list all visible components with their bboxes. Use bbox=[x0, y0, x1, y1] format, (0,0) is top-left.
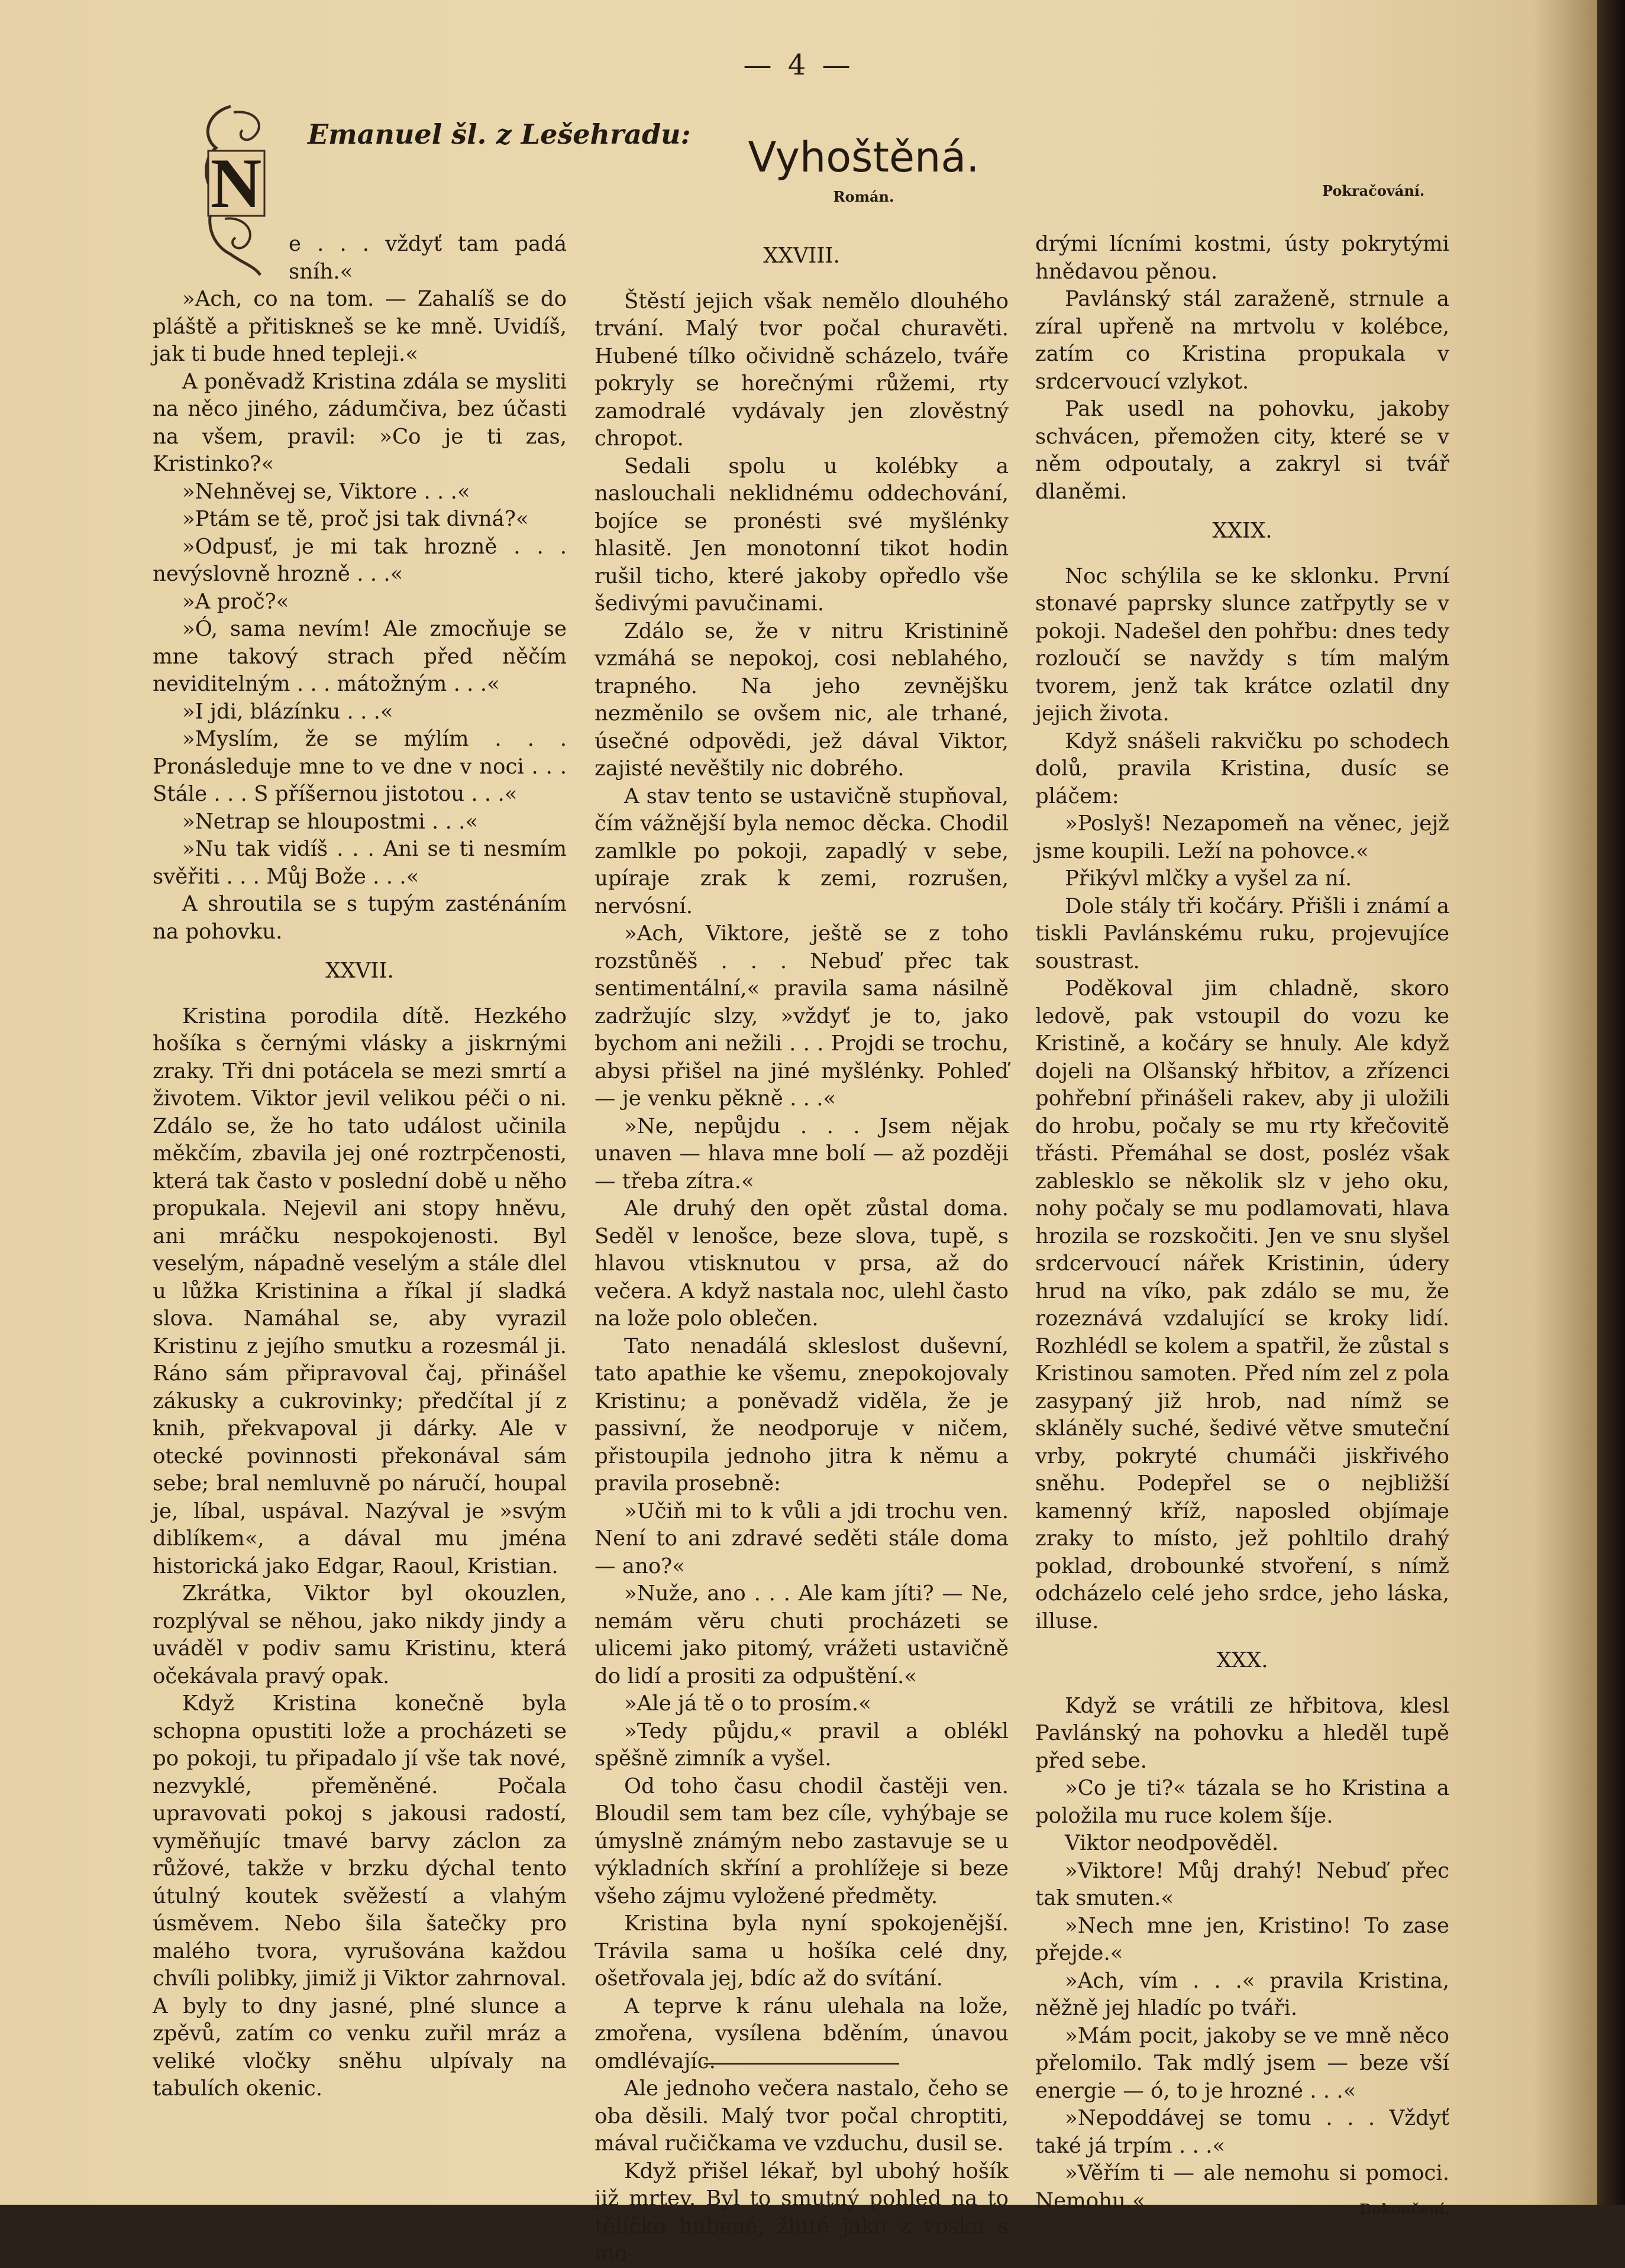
paragraph: »Ó, sama nevím! Ale zmocňuje se mne takový strach před něčím neviditelným . . . mátožným . . .« bbox=[153, 617, 567, 696]
author-byline: Emanuel šl. z Lešehradu: bbox=[308, 118, 691, 150]
paragraph: »Nu tak vidíš . . . Ani se ti nesmím svěřiti . . . Můj Bože . . .« bbox=[153, 837, 567, 889]
paragraph: »Učiň mi to k vůli a jdi trochu ven. Není to ani zdravé seděti stále doma — ano?« bbox=[595, 1499, 1009, 1578]
text-column-3 bbox=[1035, 231, 1449, 2224]
paragraph: Když Kristina konečně byla schopna opustiti lože a procházeti se po pokoji, tu připadalo jí vše tak nové, nezvyklé, přeměněné. Počala upravovati pokoj s jakousi radostí, vyměňujíc tmavé barvy záclon za růžové, takže v brzku dýchal tento útulný koutek svěžestí a vlahým úsměvem. Nebo šila šatečky pro malého tvora, vyrušována každou chvíli polibky, jimiž ji Viktor zahrnoval. A byly to dny jasné, plné slunce a zpěvů, zatím co venku zuřil mráz a veliké vločky sněhu ulpívaly na tabulích okenic. bbox=[153, 1691, 567, 2101]
paragraph: »Nepoddávej se tomu . . . Vždyť také já trpím . . .« bbox=[1035, 2106, 1449, 2158]
paragraph: A shroutila se s tupým zasténáním na pohovku. bbox=[153, 892, 567, 944]
paragraph: Když přišel lékař, byl ubohý hošík již mrtev. Byl to smutný pohled na to tělíčko hubené, žluté jako z vosku s mo- bbox=[595, 2159, 1009, 2266]
paragraph: Dole stály tři kočáry. Přišli i známí a tiskli Pavlánskému ruku, projevujíce soustrast. bbox=[1035, 894, 1449, 973]
paragraph: drými lícními kostmi, ústy pokrytými hnědavou pěnou. bbox=[1035, 232, 1449, 284]
paragraph: e . . . vždyť tam padá sníh.« bbox=[289, 232, 567, 284]
section-heading: XXX. bbox=[1216, 1648, 1268, 1672]
paragraph: Sedali spolu u kolébky a naslouchali neklidnému oddechování, bojíce se pronésti své myšlénky hlasitě. Jen monotonní tikot hodin rušil ticho, které jakoby opředlo vše šedivými pavučinami. bbox=[595, 454, 1009, 616]
text-column-2 bbox=[595, 231, 1009, 2268]
paragraph: »Odpusť, je mi tak hrozně . . . nevýslovně hrozně . . .« bbox=[153, 534, 567, 586]
paragraph: Kristina porodila dítě. Hezkého hošíka s černými vlásky a jiskrnými zraky. Tři dni potácela se mezi smrtí a životem. Viktor jevil velikou péči o ni. Zdálo se, že ho tato událost učinila měkčím, zbavila jej oné roztrpčenosti, která tak často v poslední době u něho propukala. Nejevil ani stopy hněvu, ani mráčku nespokojenosti. Byl veselým, nápadně veselým a stále dlel u lůžka Kristinina a říkal jí sladká slova. Namáhal se, aby vyrazil Kristinu z jejího smutku a rozesmál ji. Ráno sám připravoval čaj, přinášel zákusky a cukrovinky; předčítal jí z knih, překvapoval ji dárky. Ale v otecké povinnosti překonával sám sebe; bral nemluvně po náručí, houpal je, líbal, uspával. Nazýval je »svým diblíkem«, a dával mu jména historická jako Edgar, Raoul, Kristian. bbox=[153, 1004, 567, 1578]
end-rule bbox=[704, 2063, 899, 2065]
paragraph: »Poslyš! Nezapomeň na věnec, jejž jsme koupili. Leží na pohovce.« bbox=[1035, 811, 1449, 863]
continuation-note: Pokračování. bbox=[1322, 182, 1425, 199]
svg-text:N: N bbox=[210, 144, 262, 222]
paragraph: »Ach, Viktore, ještě se z toho rozstůněš . . . Nebuď přec tak sentimentální,« pravila sama násilně zadržujíc slzy, »vždyť je to, jako bychom ani nežili . . . Projdi se trochu, abysi přišel na jiné myšlénky. Pohleď — je venku pěkně . . .« bbox=[595, 921, 1009, 1111]
paragraph: »Viktore! Můj drahý! Nebuď přec tak smuten.« bbox=[1035, 1858, 1449, 1910]
paragraph: Pavlánský stál zaraženě, strnule a zíral upřeně na mrtvolu v kolébce, zatím co Kristina propukala v srdcervoucí vzlykot. bbox=[1035, 287, 1449, 394]
paragraph: Tato nenadálá skleslost duševní, tato apathie ke všemu, znepokojovaly Kristinu; a poněvadž viděla, že je passivní, že neodporuje v ničem, přistoupila jednoho jitra k němu a pravila prosebně: bbox=[595, 1334, 1009, 1496]
paragraph: Kristina byla nyní spokojenější. Trávila sama u hošíka celé dny, ošetřovala jej, bdíc až do svítání. bbox=[595, 1911, 1009, 1991]
paragraph: »Věřím ti — ale nemohu si pomoci. Nemohu.« bbox=[1035, 2161, 1449, 2213]
paragraph: Zdálo se, že v nitru Kristinině vzmáhá se nepokoj, cosi neblahého, trapného. Na jeho zevnějšku nezměnilo se ovšem nic, ale trhané, úsečné odpovědi, jež dával Viktor, zajisté nevěštily nic dobrého. bbox=[595, 619, 1009, 781]
paragraph: Štěstí jejich však nemělo dlouhého trvání. Malý tvor počal churavěti. Hubené tílko očividně scházelo, tváře pokryly se horečnými růžemi, rty zamodralé vydávaly jen zlověstný chropot. bbox=[595, 289, 1009, 451]
paragraph: Od toho času chodil častěji ven. Bloudil sem tam bez cíle, vyhýbaje se úmyslně známým nebo zastavuje se u výkladních skříní a prohlížeje si beze všeho zájmu vyložené předměty. bbox=[595, 1774, 1009, 1908]
paragraph: A teprve k ránu ulehala na lože, zmořena, vysílena bděním, únavou omdlévajíc. bbox=[595, 1994, 1009, 2073]
paragraph: A poněvadž Kristina zdála se mysliti na něco jiného, zádumčiva, bez účasti na všem, pravil: »Co je ti zas, Kristinko?« bbox=[153, 369, 567, 476]
page-number: — 4 — bbox=[743, 48, 854, 82]
paragraph: »Myslím, že se mýlím . . . Pronásleduje mne to ve dne v noci . . . Stále . . . S příšernou jistotou . . .« bbox=[153, 727, 567, 806]
paragraph: »Ne, nepůjdu . . . Jsem nějak unaven — hlava mne bolí — až později — třeba zítra.« bbox=[595, 1114, 1009, 1193]
paragraph: »Ach, co na tom. — Zahalíš se do pláště a přitiskneš se ke mně. Uvidíš, jak ti bude hned tepleji.« bbox=[153, 287, 567, 366]
paragraph: Přikývl mlčky a vyšel za ní. bbox=[1065, 866, 1352, 891]
article-genre: Román. bbox=[833, 188, 894, 205]
paragraph: »Co je ti?« tázala se ho Kristina a položila mu ruce kolem šíje. bbox=[1035, 1776, 1449, 1828]
paragraph: Pak usedl na pohovku, jakoby schvácen, přemožen city, které se v něm odpoutaly, a zakryl si tvář dlaněmi. bbox=[1035, 397, 1449, 504]
paragraph: Když se vrátili ze hřbitova, klesl Pavlánský na pohovku a hleděl tupě před sebe. bbox=[1035, 1693, 1449, 1773]
paragraph: »Nehněvej se, Viktore . . .« bbox=[182, 479, 470, 504]
paragraph: Když snášeli rakvičku po schodech dolů, pravila Kristina, dusíc se pláčem: bbox=[1035, 729, 1449, 808]
paragraph: »Mám pocit, jakoby se ve mně něco přelomilo. Tak mdlý jsem — beze vší energie — ó, to je hrozné . . .« bbox=[1035, 2023, 1449, 2103]
paragraph: »Netrap se hloupostmi . . .« bbox=[182, 809, 479, 834]
paragraph: »Ale já tě o to prosím.« bbox=[624, 1691, 871, 1716]
book-edge bbox=[1597, 0, 1625, 2205]
paragraph: Ale druhý den opět zůstal doma. Seděl v lenošce, beze slova, tupě, s hlavou vtisknutou v prsa, až do večera. A když nastala noc, ulehl často na lože polo oblečen. bbox=[595, 1196, 1009, 1331]
paragraph: Noc schýlila se ke sklonku. První stonavé paprsky slunce zatřpytly se v pokoji. Nadešel den pohřbu: dnes tedy rozloučí se navždy s tím malým tvorem, jenž tak krátce ozlatil dny jejich života. bbox=[1035, 564, 1449, 726]
paragraph: Ale jednoho večera nastalo, čeho se oba děsili. Malý tvor počal chroptiti, mával ručičkama ve vzduchu, dusil se. bbox=[595, 2076, 1009, 2156]
paragraph: »I jdi, blázínku . . .« bbox=[182, 699, 393, 724]
paragraph: »Nuže, ano . . . Ale kam jíti? — Ne, nemám věru chuti procházeti se ulicemi jako pitomý, vrážeti ustavičně do lidí a prositi za odpuštění.« bbox=[595, 1581, 1009, 1688]
section-heading: XXIX. bbox=[1212, 519, 1272, 543]
paragraph: Zkrátka, Viktor byl okouzlen, rozplýval se něhou, jako nikdy jindy a uváděl v podiv samu Kristinu, která očekávala pravý opak. bbox=[153, 1581, 567, 1688]
section-heading: XXVII. bbox=[325, 959, 394, 983]
paragraph: »Tedy půjdu,« pravil a oblékl spěšně zimník a vyšel. bbox=[595, 1719, 1009, 1771]
paragraph: »Nech mne jen, Kristino! To zase přejde.« bbox=[1035, 1913, 1449, 1965]
ending-note: Dokončení. bbox=[1359, 2201, 1449, 2218]
paragraph: Viktor neodpověděl. bbox=[1065, 1831, 1279, 1855]
paragraph: »A proč?« bbox=[182, 589, 289, 614]
paragraph: »Ach, vím . . .« pravila Kristina, něžně jej hladíc po tváři. bbox=[1035, 1968, 1449, 2020]
paragraph: A stav tento se ustavičně stupňoval, čím vážnější byla nemoc děcka. Chodil zamlkle po pokoji, zapadlý v sebe, upíraje zrak k zemi, rozrušen, nervósní. bbox=[595, 784, 1009, 918]
article-title: Vyhoštěná. bbox=[748, 133, 980, 182]
paragraph: Poděkoval jim chladně, skoro ledově, pak vstoupil do vozu ke Kristině, a kočáry se hnuly. Ale když dojeli na Olšanský hřbitov, a zřízenci pohřební přinášeli rakev, aby ji uložili do hrobu, počaly se mu rty křečovitě třásti. Přemáhal se dost, posléz však zablesklo se několik slz v jeho oku, nohy počaly se mu podlamovati, hlava hrozila se rozskočiti. Jen ve snu slyšel srdcervoucí nářek Kristinin, údery hrud na víko, pak zdálo se mu, že rozeznává vzdalující se kroky lidí. Rozhlédl se kolem a spatřil, že zůstal s Kristinou samoten. Před ním zel z pola zasypaný již hrob, nad nímž se skláněly suché, šedivé větve smuteční vrby, pokryté chumáči jiskřivého sněhu. Podepřel se o nejbližší kamenný kříž, naposled objímaje zraky to místo, jež pohltilo drahý poklad, drobounké stvoření, s nímž odcházelo celé jeho srdce, jeho láska, illuse. bbox=[1035, 976, 1449, 1633]
section-heading: XXVIII. bbox=[763, 244, 840, 268]
paragraph: »Ptám se tě, proč jsi tak divná?« bbox=[182, 507, 529, 531]
text-column-1 bbox=[153, 231, 567, 2103]
